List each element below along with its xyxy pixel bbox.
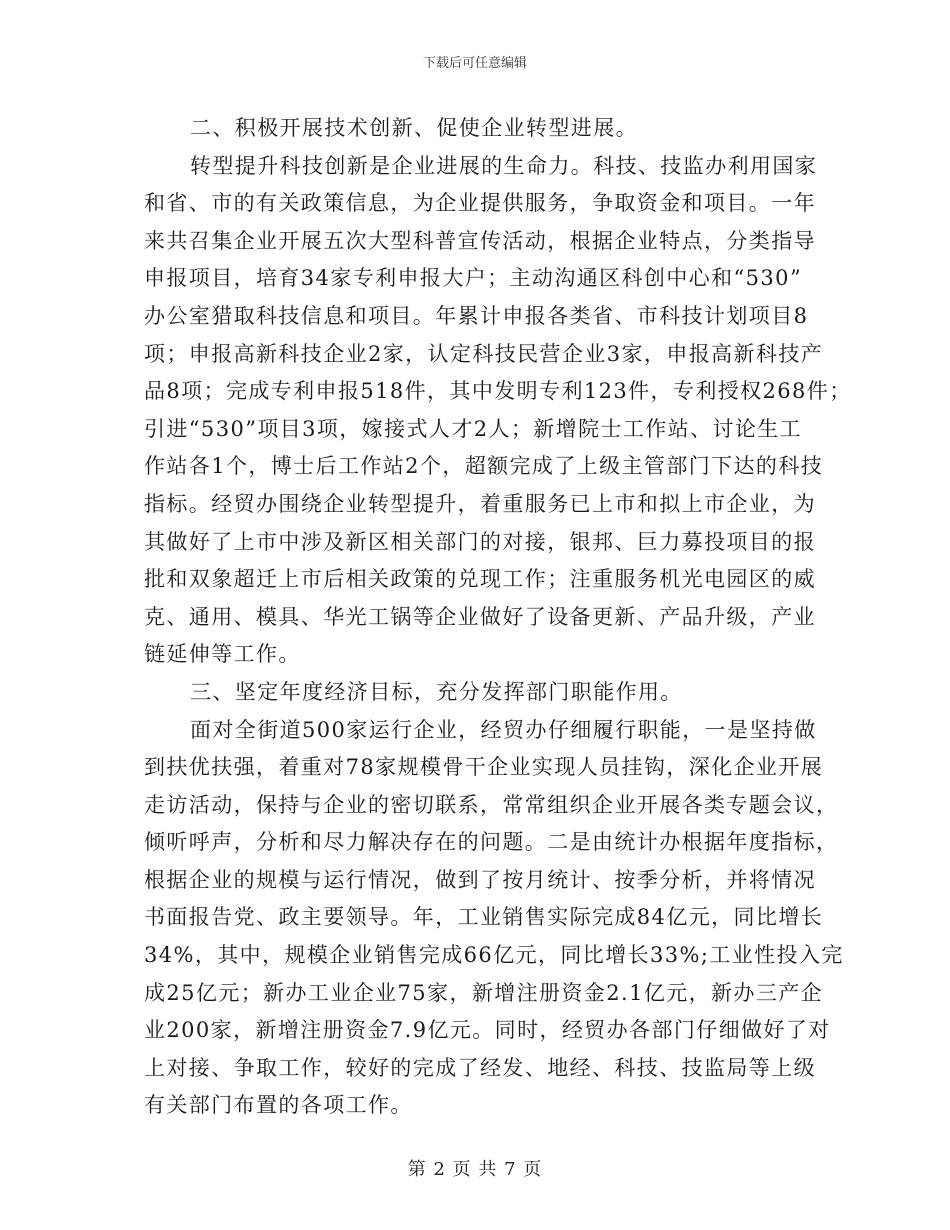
paragraph-line: 批和双象超迁上市后相关政策的兑现工作；注重服务机光电园区的威 — [144, 567, 816, 592]
paragraph-line: 项；申报高新科技企业2家，认定科技民营企业3家，申报高新科技产 — [144, 341, 824, 366]
paragraph-line: 引进“530”项目3项，嫁接式人才2人；新增院士工作站、讨论生工 — [144, 416, 803, 441]
paragraph-line: 作站各1个，博士后工作站2个，超额完成了上级主管部门下达的科技 — [144, 454, 824, 479]
paragraph-line: 申报项目，培育34家专利申报大户；主动沟通区科创中心和“530” — [144, 266, 803, 291]
page-footer: 第 2 页 共 7 页 — [407, 1159, 543, 1180]
paragraph-line: 成25亿元；新办工业企业75家，新增注册资金2.1亿元，新办三产企 — [144, 980, 824, 1005]
section-heading: 三、坚定年度经济目标，充分发挥部门职能作用。 — [190, 679, 683, 704]
paragraph-line: 链延伸等工作。 — [144, 642, 301, 667]
paragraph-line: 和省、市的有关政策信息，为企业提供服务，争取资金和项目。一年 — [144, 191, 816, 216]
paragraph-line: 办公室猎取科技信息和项目。年累计申报各类省、市科技计划项目8 — [144, 303, 809, 328]
paragraph-line: 走访活动，保持与企业的密切联系，常常组织企业开展各类专题会议， — [144, 792, 839, 817]
paragraph-line: 品8项；完成专利申报518件，其中发明专利123件，专利授权268件； — [144, 379, 852, 404]
paragraph-line: 有关部门布置的各项工作。 — [144, 1093, 413, 1118]
document-body — [144, 110, 852, 1125]
paragraph-line: 到扶优扶强，着重对78家规模骨干企业实现人员挂钩，深化企业开展 — [144, 755, 824, 780]
paragraph-line: 其做好了上市中涉及新区相关部门的对接，银邦、巨力募投项目的报 — [144, 529, 816, 554]
paragraph-line: 指标。经贸办围绕企业转型提升，着重服务已上市和拟上市企业，为 — [144, 491, 816, 516]
paragraph-line: 书面报告党、政主要领导。年，工业销售实际完成84亿元，同比增长 — [144, 905, 824, 930]
paragraph-line: 来共召集企业开展五次大型科普宣传活动，根据企业特点，分类指导 — [144, 228, 816, 253]
paragraph-line: 克、通用、模具、华光工锅等企业做好了设备更新、产品升级，产业 — [144, 604, 816, 629]
paragraph-line: 倾听呼声，分析和尽力解决存在的问题。二是由统计办根据年度指标， — [144, 830, 839, 855]
page-header: 下载后可任意编辑 — [422, 56, 527, 71]
paragraph-line: 34%，其中，规模企业销售完成66亿元，同比增长33%;工业性投入完 — [144, 943, 844, 968]
paragraph-line: 面对全街道500家运行企业，经贸办仔细履行职能，一是坚持做 — [190, 717, 817, 742]
paragraph-line: 业200家，新增注册资金7.9亿元。同时，经贸办各部门仔细做好了对 — [144, 1018, 831, 1043]
paragraph-line: 上对接、争取工作，较好的完成了经发、地经、科技、技监局等上级 — [144, 1055, 816, 1080]
paragraph-line: 根据企业的规模与运行情况，做到了按月统计、按季分析，并将情况 — [144, 867, 816, 892]
paragraph-line: 转型提升科技创新是企业进展的生命力。科技、技监办利用国家 — [190, 153, 818, 178]
section-heading: 二、积极开展技术创新、促使企业转型进展。 — [190, 116, 638, 140]
